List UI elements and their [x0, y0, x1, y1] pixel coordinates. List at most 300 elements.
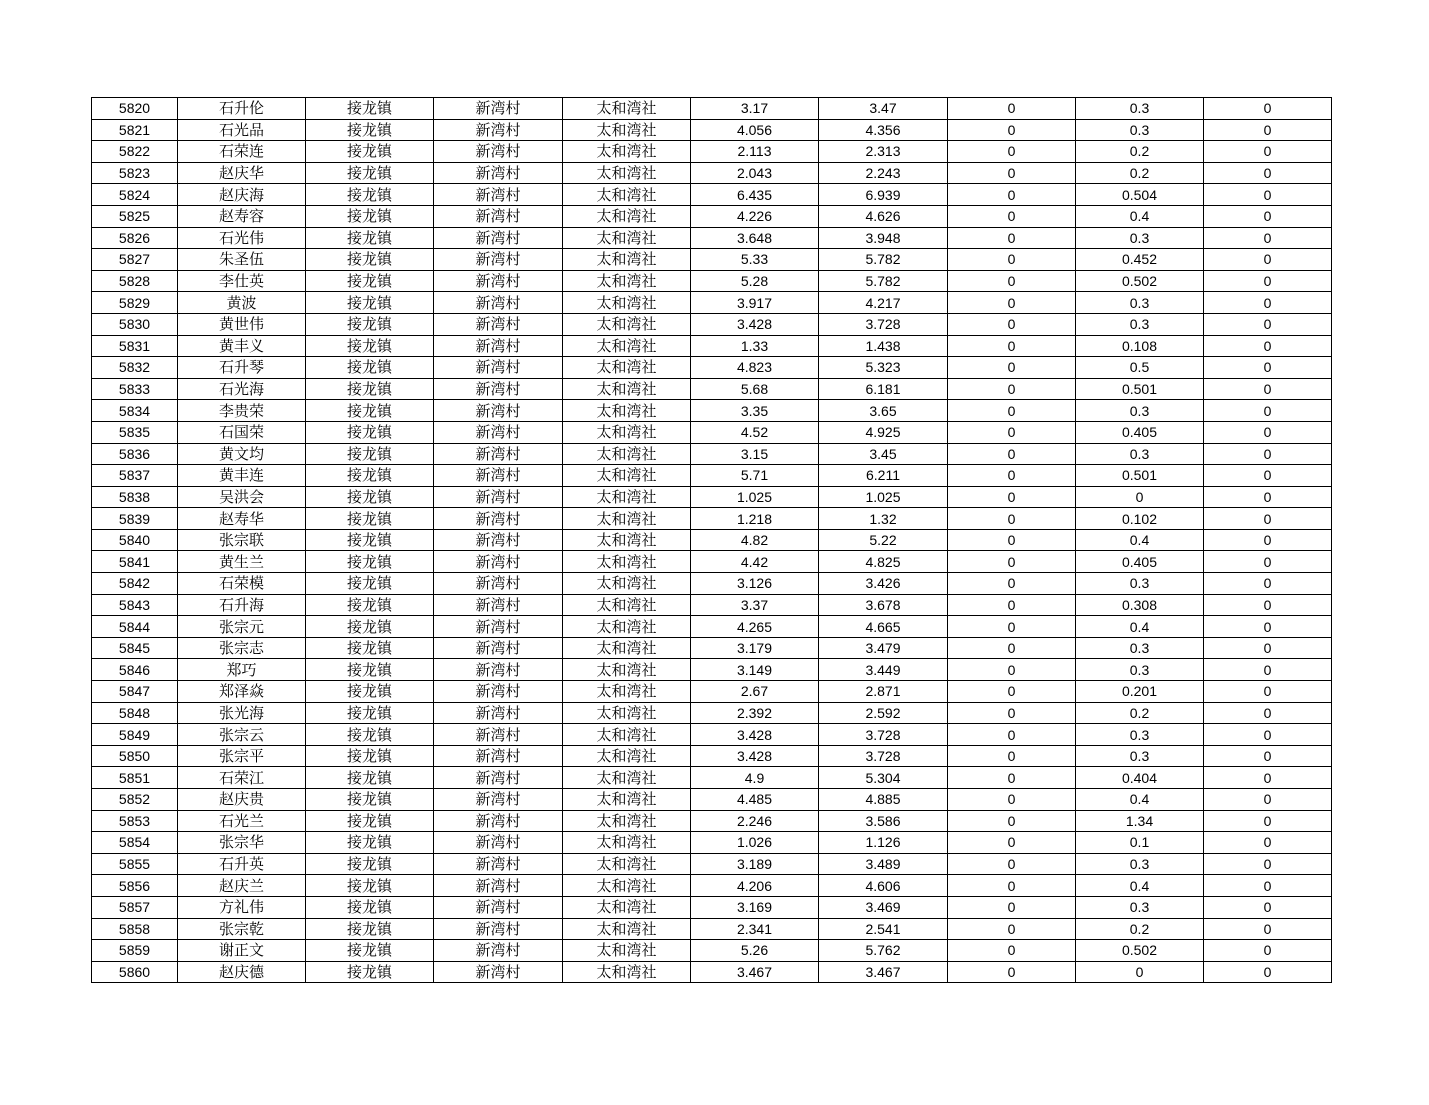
town-cell: 接龙镇	[306, 400, 434, 422]
record-id-cell: 5855	[92, 853, 178, 875]
town-cell: 接龙镇	[306, 875, 434, 897]
group-cell: 太和湾社	[563, 832, 691, 854]
value-a-cell: 4.265	[691, 616, 819, 638]
value-b-cell: 5.782	[819, 270, 948, 292]
record-id-cell: 5832	[92, 357, 178, 379]
name-cell: 张宗元	[178, 616, 306, 638]
name-cell: 石国荣	[178, 421, 306, 443]
value-c-cell: 0	[948, 789, 1076, 811]
village-cell: 新湾村	[434, 249, 563, 271]
table-row	[92, 400, 1332, 422]
value-c-cell: 0	[948, 421, 1076, 443]
village-cell: 新湾村	[434, 98, 563, 120]
value-b-cell: 5.782	[819, 249, 948, 271]
value-a-cell: 3.169	[691, 896, 819, 918]
value-a-cell: 3.149	[691, 659, 819, 681]
group-cell: 太和湾社	[563, 529, 691, 551]
village-cell: 新湾村	[434, 335, 563, 357]
value-c-cell: 0	[948, 551, 1076, 573]
value-c-cell: 0	[948, 594, 1076, 616]
village-cell: 新湾村	[434, 681, 563, 703]
value-a-cell: 3.37	[691, 594, 819, 616]
value-e-cell: 0	[1204, 745, 1332, 767]
value-d-cell: 0.3	[1076, 853, 1204, 875]
name-cell: 石升海	[178, 594, 306, 616]
value-c-cell: 0	[948, 335, 1076, 357]
group-cell: 太和湾社	[563, 400, 691, 422]
town-cell: 接龙镇	[306, 184, 434, 206]
value-e-cell: 0	[1204, 249, 1332, 271]
value-b-cell: 5.22	[819, 529, 948, 551]
town-cell: 接龙镇	[306, 465, 434, 487]
value-a-cell: 3.467	[691, 961, 819, 983]
value-a-cell: 4.485	[691, 789, 819, 811]
value-b-cell: 4.626	[819, 205, 948, 227]
value-c-cell: 0	[948, 465, 1076, 487]
value-a-cell: 2.246	[691, 810, 819, 832]
table-row	[92, 637, 1332, 659]
value-c-cell: 0	[948, 378, 1076, 400]
table-row	[92, 141, 1332, 163]
record-id-cell: 5840	[92, 529, 178, 551]
group-cell: 太和湾社	[563, 227, 691, 249]
value-b-cell: 3.678	[819, 594, 948, 616]
value-c-cell: 0	[948, 508, 1076, 530]
record-id-cell: 5838	[92, 486, 178, 508]
table-row	[92, 313, 1332, 335]
value-b-cell: 3.45	[819, 443, 948, 465]
value-b-cell: 2.871	[819, 681, 948, 703]
value-e-cell: 0	[1204, 637, 1332, 659]
name-cell: 李仕英	[178, 270, 306, 292]
value-b-cell: 3.467	[819, 961, 948, 983]
value-b-cell: 4.825	[819, 551, 948, 573]
table-row	[92, 335, 1332, 357]
value-c-cell: 0	[948, 810, 1076, 832]
village-cell: 新湾村	[434, 724, 563, 746]
town-cell: 接龙镇	[306, 659, 434, 681]
table-row	[92, 357, 1332, 379]
value-a-cell: 5.28	[691, 270, 819, 292]
table-row	[92, 681, 1332, 703]
table-row	[92, 573, 1332, 595]
record-id-cell: 5824	[92, 184, 178, 206]
group-cell: 太和湾社	[563, 616, 691, 638]
village-cell: 新湾村	[434, 508, 563, 530]
town-cell: 接龙镇	[306, 789, 434, 811]
value-d-cell: 0.4	[1076, 875, 1204, 897]
value-a-cell: 3.428	[691, 313, 819, 335]
value-d-cell: 0	[1076, 961, 1204, 983]
group-cell: 太和湾社	[563, 184, 691, 206]
value-d-cell: 0.2	[1076, 702, 1204, 724]
value-a-cell: 3.189	[691, 853, 819, 875]
village-cell: 新湾村	[434, 184, 563, 206]
value-d-cell: 0.3	[1076, 400, 1204, 422]
group-cell: 太和湾社	[563, 573, 691, 595]
name-cell: 张宗联	[178, 529, 306, 551]
town-cell: 接龙镇	[306, 486, 434, 508]
value-e-cell: 0	[1204, 940, 1332, 962]
value-d-cell: 0.3	[1076, 745, 1204, 767]
table-row	[92, 119, 1332, 141]
name-cell: 张宗平	[178, 745, 306, 767]
value-e-cell: 0	[1204, 724, 1332, 746]
record-id-cell: 5844	[92, 616, 178, 638]
group-cell: 太和湾社	[563, 724, 691, 746]
group-cell: 太和湾社	[563, 119, 691, 141]
town-cell: 接龙镇	[306, 313, 434, 335]
value-c-cell: 0	[948, 270, 1076, 292]
value-a-cell: 4.52	[691, 421, 819, 443]
value-e-cell: 0	[1204, 400, 1332, 422]
value-c-cell: 0	[948, 249, 1076, 271]
table-row	[92, 702, 1332, 724]
town-cell: 接龙镇	[306, 421, 434, 443]
table-row	[92, 745, 1332, 767]
town-cell: 接龙镇	[306, 551, 434, 573]
group-cell: 太和湾社	[563, 249, 691, 271]
value-e-cell: 0	[1204, 853, 1332, 875]
group-cell: 太和湾社	[563, 443, 691, 465]
town-cell: 接龙镇	[306, 357, 434, 379]
value-b-cell: 2.313	[819, 141, 948, 163]
group-cell: 太和湾社	[563, 313, 691, 335]
value-d-cell: 0.2	[1076, 918, 1204, 940]
village-cell: 新湾村	[434, 573, 563, 595]
value-c-cell: 0	[948, 681, 1076, 703]
town-cell: 接龙镇	[306, 162, 434, 184]
name-cell: 张光海	[178, 702, 306, 724]
record-id-cell: 5845	[92, 637, 178, 659]
town-cell: 接龙镇	[306, 810, 434, 832]
record-id-cell: 5846	[92, 659, 178, 681]
value-d-cell: 0.502	[1076, 940, 1204, 962]
group-cell: 太和湾社	[563, 961, 691, 983]
group-cell: 太和湾社	[563, 918, 691, 940]
value-a-cell: 6.435	[691, 184, 819, 206]
value-d-cell: 0.3	[1076, 292, 1204, 314]
name-cell: 石光品	[178, 119, 306, 141]
name-cell: 郑泽焱	[178, 681, 306, 703]
record-id-cell: 5852	[92, 789, 178, 811]
value-d-cell: 0.4	[1076, 205, 1204, 227]
value-e-cell: 0	[1204, 421, 1332, 443]
value-d-cell: 0.3	[1076, 637, 1204, 659]
record-id-cell: 5834	[92, 400, 178, 422]
village-cell: 新湾村	[434, 313, 563, 335]
town-cell: 接龙镇	[306, 594, 434, 616]
value-e-cell: 0	[1204, 119, 1332, 141]
value-a-cell: 2.341	[691, 918, 819, 940]
record-id-cell: 5842	[92, 573, 178, 595]
value-e-cell: 0	[1204, 486, 1332, 508]
name-cell: 张宗华	[178, 832, 306, 854]
value-c-cell: 0	[948, 637, 1076, 659]
value-d-cell: 0.3	[1076, 119, 1204, 141]
value-a-cell: 1.218	[691, 508, 819, 530]
table-row	[92, 249, 1332, 271]
value-e-cell: 0	[1204, 594, 1332, 616]
village-cell: 新湾村	[434, 875, 563, 897]
name-cell: 张宗志	[178, 637, 306, 659]
value-e-cell: 0	[1204, 313, 1332, 335]
value-a-cell: 2.67	[691, 681, 819, 703]
value-e-cell: 0	[1204, 551, 1332, 573]
value-b-cell: 1.32	[819, 508, 948, 530]
village-cell: 新湾村	[434, 141, 563, 163]
village-cell: 新湾村	[434, 616, 563, 638]
value-e-cell: 0	[1204, 681, 1332, 703]
value-e-cell: 0	[1204, 98, 1332, 120]
record-id-cell: 5849	[92, 724, 178, 746]
name-cell: 赵庆德	[178, 961, 306, 983]
value-d-cell: 0.501	[1076, 465, 1204, 487]
value-d-cell: 0.102	[1076, 508, 1204, 530]
value-c-cell: 0	[948, 529, 1076, 551]
name-cell: 朱圣伍	[178, 249, 306, 271]
table-row	[92, 810, 1332, 832]
town-cell: 接龙镇	[306, 292, 434, 314]
value-c-cell: 0	[948, 98, 1076, 120]
table-row	[92, 940, 1332, 962]
value-b-cell: 6.211	[819, 465, 948, 487]
village-cell: 新湾村	[434, 357, 563, 379]
group-cell: 太和湾社	[563, 810, 691, 832]
value-a-cell: 4.9	[691, 767, 819, 789]
value-a-cell: 1.026	[691, 832, 819, 854]
group-cell: 太和湾社	[563, 681, 691, 703]
record-id-cell: 5825	[92, 205, 178, 227]
village-cell: 新湾村	[434, 292, 563, 314]
table-row	[92, 162, 1332, 184]
record-id-cell: 5841	[92, 551, 178, 573]
village-cell: 新湾村	[434, 594, 563, 616]
name-cell: 黄世伟	[178, 313, 306, 335]
value-c-cell: 0	[948, 119, 1076, 141]
value-b-cell: 3.586	[819, 810, 948, 832]
name-cell: 赵庆兰	[178, 875, 306, 897]
value-c-cell: 0	[948, 767, 1076, 789]
value-a-cell: 5.33	[691, 249, 819, 271]
name-cell: 石荣江	[178, 767, 306, 789]
value-a-cell: 2.113	[691, 141, 819, 163]
value-b-cell: 4.606	[819, 875, 948, 897]
value-e-cell: 0	[1204, 465, 1332, 487]
town-cell: 接龙镇	[306, 702, 434, 724]
village-cell: 新湾村	[434, 853, 563, 875]
value-b-cell: 3.728	[819, 745, 948, 767]
value-a-cell: 3.126	[691, 573, 819, 595]
value-c-cell: 0	[948, 659, 1076, 681]
value-e-cell: 0	[1204, 378, 1332, 400]
value-e-cell: 0	[1204, 205, 1332, 227]
value-b-cell: 3.469	[819, 896, 948, 918]
table-row	[92, 551, 1332, 573]
town-cell: 接龙镇	[306, 918, 434, 940]
value-a-cell: 5.71	[691, 465, 819, 487]
village-cell: 新湾村	[434, 810, 563, 832]
village-cell: 新湾村	[434, 443, 563, 465]
table-row	[92, 875, 1332, 897]
value-b-cell: 3.47	[819, 98, 948, 120]
record-id-cell: 5853	[92, 810, 178, 832]
value-e-cell: 0	[1204, 357, 1332, 379]
value-c-cell: 0	[948, 875, 1076, 897]
value-d-cell: 0.404	[1076, 767, 1204, 789]
value-c-cell: 0	[948, 184, 1076, 206]
name-cell: 黄文均	[178, 443, 306, 465]
record-id-cell: 5859	[92, 940, 178, 962]
value-a-cell: 3.15	[691, 443, 819, 465]
value-c-cell: 0	[948, 400, 1076, 422]
table-body	[92, 98, 1332, 983]
value-b-cell: 3.948	[819, 227, 948, 249]
name-cell: 方礼伟	[178, 896, 306, 918]
value-a-cell: 3.179	[691, 637, 819, 659]
group-cell: 太和湾社	[563, 205, 691, 227]
village-cell: 新湾村	[434, 119, 563, 141]
value-b-cell: 4.885	[819, 789, 948, 811]
group-cell: 太和湾社	[563, 162, 691, 184]
value-e-cell: 0	[1204, 573, 1332, 595]
table-row	[92, 896, 1332, 918]
value-d-cell: 1.34	[1076, 810, 1204, 832]
value-e-cell: 0	[1204, 832, 1332, 854]
value-a-cell: 1.33	[691, 335, 819, 357]
record-id-cell: 5820	[92, 98, 178, 120]
value-b-cell: 1.126	[819, 832, 948, 854]
village-cell: 新湾村	[434, 637, 563, 659]
value-d-cell: 0.3	[1076, 443, 1204, 465]
town-cell: 接龙镇	[306, 227, 434, 249]
value-e-cell: 0	[1204, 141, 1332, 163]
value-d-cell: 0.3	[1076, 227, 1204, 249]
value-e-cell: 0	[1204, 162, 1332, 184]
town-cell: 接龙镇	[306, 141, 434, 163]
group-cell: 太和湾社	[563, 896, 691, 918]
town-cell: 接龙镇	[306, 724, 434, 746]
value-e-cell: 0	[1204, 659, 1332, 681]
value-e-cell: 0	[1204, 270, 1332, 292]
value-e-cell: 0	[1204, 227, 1332, 249]
value-e-cell: 0	[1204, 335, 1332, 357]
value-e-cell: 0	[1204, 918, 1332, 940]
record-id-cell: 5858	[92, 918, 178, 940]
value-d-cell: 0.4	[1076, 789, 1204, 811]
table-row	[92, 832, 1332, 854]
record-id-cell: 5860	[92, 961, 178, 983]
name-cell: 石光伟	[178, 227, 306, 249]
table-row	[92, 961, 1332, 983]
table-row	[92, 443, 1332, 465]
table-row	[92, 594, 1332, 616]
value-d-cell: 0.2	[1076, 141, 1204, 163]
name-cell: 张宗乾	[178, 918, 306, 940]
record-id-cell: 5850	[92, 745, 178, 767]
value-a-cell: 3.917	[691, 292, 819, 314]
town-cell: 接龙镇	[306, 335, 434, 357]
group-cell: 太和湾社	[563, 637, 691, 659]
value-e-cell: 0	[1204, 529, 1332, 551]
value-c-cell: 0	[948, 745, 1076, 767]
town-cell: 接龙镇	[306, 529, 434, 551]
village-cell: 新湾村	[434, 767, 563, 789]
value-a-cell: 3.17	[691, 98, 819, 120]
value-d-cell: 0	[1076, 486, 1204, 508]
value-d-cell: 0.3	[1076, 313, 1204, 335]
name-cell: 谢正文	[178, 940, 306, 962]
value-e-cell: 0	[1204, 184, 1332, 206]
value-b-cell: 1.438	[819, 335, 948, 357]
table-row	[92, 421, 1332, 443]
table-row	[92, 853, 1332, 875]
value-a-cell: 3.428	[691, 745, 819, 767]
value-b-cell: 6.939	[819, 184, 948, 206]
town-cell: 接龙镇	[306, 249, 434, 271]
name-cell: 石荣模	[178, 573, 306, 595]
record-id-cell: 5851	[92, 767, 178, 789]
value-b-cell: 3.65	[819, 400, 948, 422]
record-id-cell: 5826	[92, 227, 178, 249]
town-cell: 接龙镇	[306, 573, 434, 595]
group-cell: 太和湾社	[563, 270, 691, 292]
group-cell: 太和湾社	[563, 378, 691, 400]
value-a-cell: 1.025	[691, 486, 819, 508]
value-a-cell: 2.392	[691, 702, 819, 724]
village-cell: 新湾村	[434, 702, 563, 724]
value-c-cell: 0	[948, 832, 1076, 854]
value-b-cell: 3.426	[819, 573, 948, 595]
group-cell: 太和湾社	[563, 789, 691, 811]
name-cell: 赵庆贵	[178, 789, 306, 811]
value-a-cell: 3.648	[691, 227, 819, 249]
village-cell: 新湾村	[434, 486, 563, 508]
table-row	[92, 767, 1332, 789]
village-cell: 新湾村	[434, 421, 563, 443]
record-id-cell: 5827	[92, 249, 178, 271]
value-b-cell: 3.728	[819, 313, 948, 335]
table-row	[92, 486, 1332, 508]
name-cell: 赵庆海	[178, 184, 306, 206]
village-cell: 新湾村	[434, 745, 563, 767]
table-row	[92, 918, 1332, 940]
name-cell: 石升琴	[178, 357, 306, 379]
town-cell: 接龙镇	[306, 832, 434, 854]
name-cell: 黄生兰	[178, 551, 306, 573]
value-c-cell: 0	[948, 227, 1076, 249]
village-cell: 新湾村	[434, 551, 563, 573]
village-cell: 新湾村	[434, 205, 563, 227]
table-row	[92, 789, 1332, 811]
value-b-cell: 2.541	[819, 918, 948, 940]
record-id-cell: 5854	[92, 832, 178, 854]
value-c-cell: 0	[948, 486, 1076, 508]
group-cell: 太和湾社	[563, 292, 691, 314]
value-d-cell: 0.308	[1076, 594, 1204, 616]
value-b-cell: 3.489	[819, 853, 948, 875]
record-id-cell: 5857	[92, 896, 178, 918]
record-id-cell: 5828	[92, 270, 178, 292]
value-c-cell: 0	[948, 162, 1076, 184]
name-cell: 李贵荣	[178, 400, 306, 422]
value-d-cell: 0.502	[1076, 270, 1204, 292]
group-cell: 太和湾社	[563, 141, 691, 163]
group-cell: 太和湾社	[563, 421, 691, 443]
name-cell: 黄波	[178, 292, 306, 314]
record-id-cell: 5821	[92, 119, 178, 141]
record-id-cell: 5829	[92, 292, 178, 314]
